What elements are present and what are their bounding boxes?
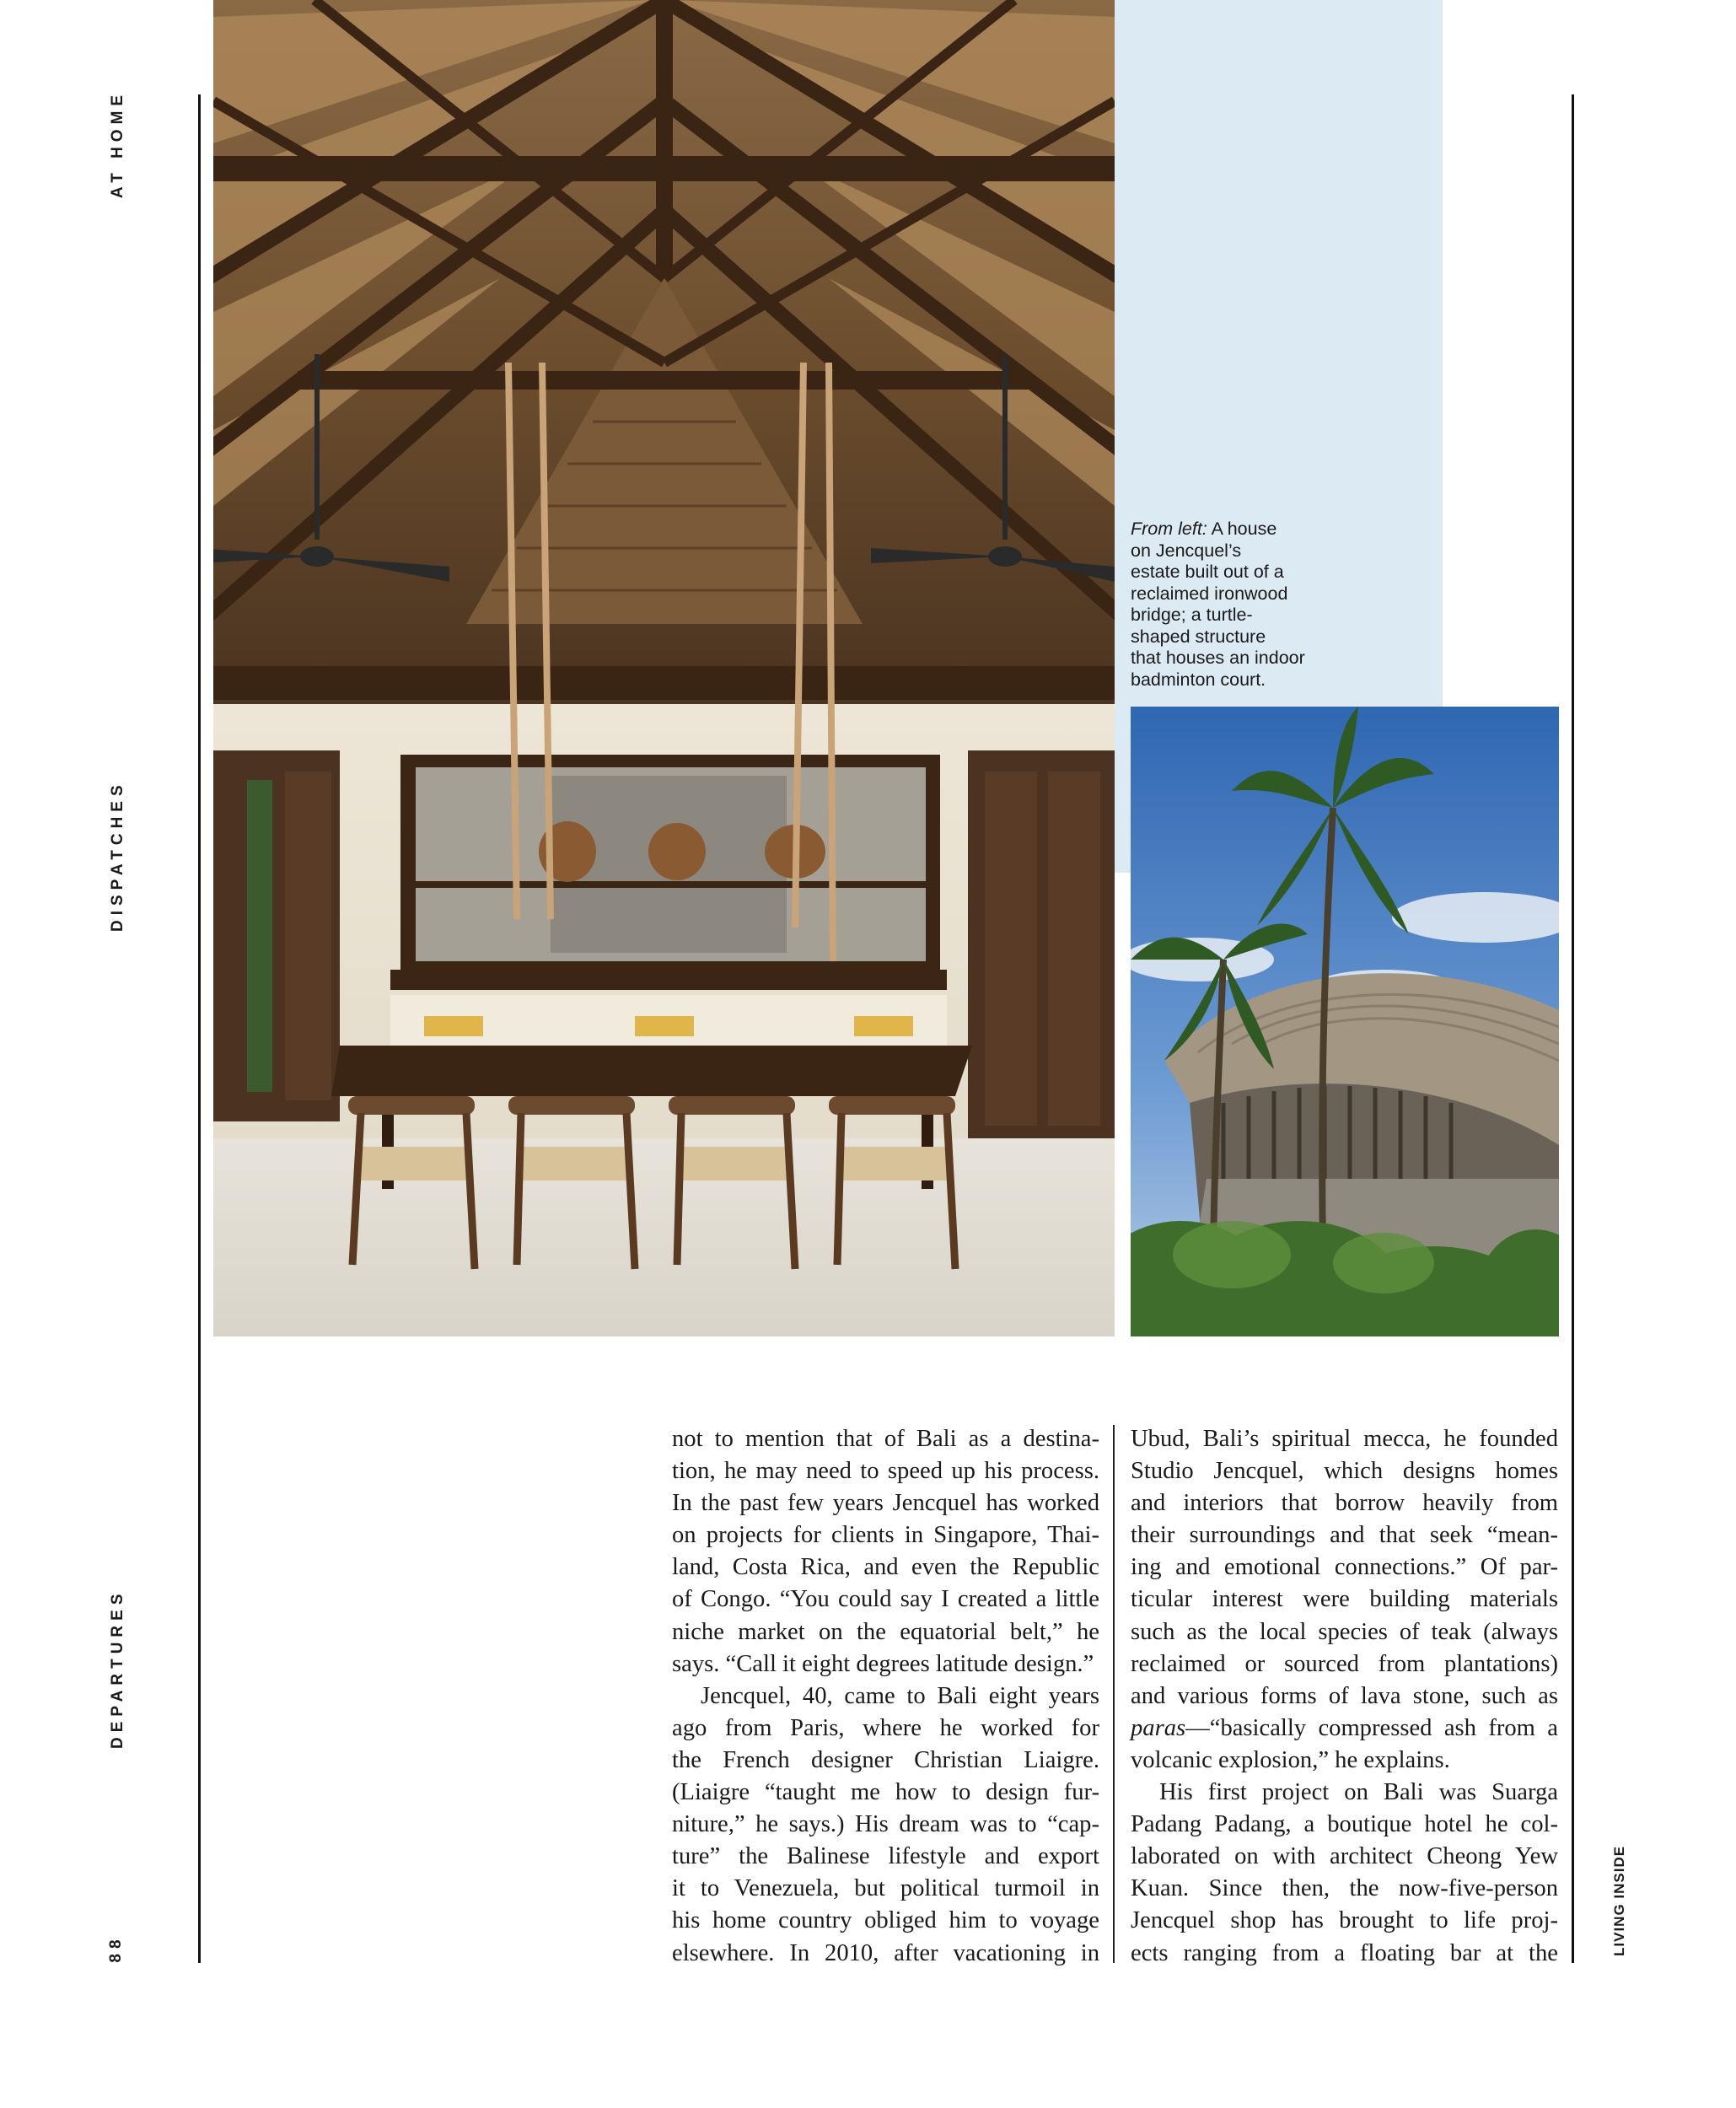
caption-line: shaped structure <box>1131 626 1266 647</box>
text-line: not to mention that of Bali as a destina- <box>672 1426 1099 1452</box>
turtle-structure-photo <box>1131 707 1559 1336</box>
caption-line: estate built out of a <box>1131 562 1284 582</box>
text-line: reclaimed or sourced from plantations) <box>1131 1650 1558 1677</box>
text-line: says. “Call it eight degrees latitude design.” <box>672 1650 1094 1677</box>
paragraph <box>1131 1423 1558 1777</box>
text-line: and interiors that borrow heavily from <box>1131 1490 1558 1517</box>
text-line: it to Venezuela, but political turmoil in <box>672 1875 1099 1902</box>
text-line: on projects for clients in Singapore, Thai- <box>672 1522 1099 1549</box>
text-line <box>1131 1713 1558 1745</box>
caption-lead: From left: <box>1131 519 1207 539</box>
paragraph <box>672 1680 1099 1970</box>
text-line: tion, he may need to speed up his process. <box>672 1458 1099 1485</box>
article-column-1 <box>672 1423 1099 1970</box>
text-line: elsewhere. In 2010, after vacationing in <box>672 1939 1099 1966</box>
caption-line: badminton court. <box>1131 669 1266 690</box>
text-line: (Liaigre “taught me how to design fur- <box>672 1779 1099 1806</box>
text-line: Jencquel, 40, came to Bali eight years <box>701 1682 1099 1709</box>
text-line: their surroundings and that seek “mean- <box>1131 1522 1558 1549</box>
dining-room-photo <box>213 0 1115 1336</box>
text-line: Kuan. Since then, the now-five-person <box>1131 1875 1558 1902</box>
text-line: niture,” he says.) His dream was to “cap- <box>672 1811 1099 1838</box>
caption-line: A house <box>1207 519 1277 539</box>
right-margin-rule <box>1572 94 1574 1963</box>
caption-line: that houses an indoor <box>1131 648 1305 668</box>
section-label-at-home: AT HOME <box>109 89 126 199</box>
text-line: ticular interest were building materials <box>1131 1586 1558 1613</box>
text-fragment: —“basically compressed ash from a <box>1185 1714 1558 1741</box>
text-line: His first project on Bali was Suarga <box>1159 1779 1558 1806</box>
italic-term: paras <box>1131 1714 1186 1741</box>
caption-line: bridge; a turtle- <box>1131 605 1253 625</box>
photo-caption <box>1131 519 1333 691</box>
text-line: Padang Padang, a boutique hotel he col- <box>1131 1811 1558 1838</box>
text-line: land, Costa Rica, and even the Republic <box>672 1554 1099 1581</box>
text-line: of Congo. “You could say I created a little <box>672 1586 1099 1613</box>
text-line: Ubud, Bali’s spiritual mecca, he founded <box>1131 1426 1558 1452</box>
caption-line: reclaimed ironwood <box>1131 583 1288 604</box>
text-line: laborated on with architect Cheong Yew <box>1131 1843 1558 1870</box>
section-label-dispatches: DISPATCHES <box>109 780 126 932</box>
text-line: his home country obliged him to voyage <box>672 1907 1099 1934</box>
text-line: and various forms of lava stone, such as <box>1131 1682 1558 1709</box>
page-number: 88 <box>107 1934 125 1963</box>
text-line: the French designer Christian Liaigre. <box>672 1746 1099 1773</box>
column-divider <box>1113 1425 1115 1963</box>
left-margin-rule <box>198 94 201 1963</box>
paragraph <box>672 1423 1099 1680</box>
magazine-name: DEPARTURES <box>109 1589 126 1749</box>
caption-line: on Jencquel’s <box>1131 540 1242 561</box>
article-column-2 <box>1131 1423 1558 1970</box>
text-line: volcanic explosion,” he explains. <box>1131 1746 1450 1773</box>
text-line: ture” the Balinese lifestyle and export <box>672 1843 1099 1870</box>
text-line: ing and emotional connections.” Of par- <box>1131 1554 1558 1581</box>
text-line: Jencquel shop has brought to life proj- <box>1131 1907 1558 1934</box>
text-line: niche market on the equatorial belt,” he <box>672 1618 1099 1645</box>
text-line: In the past few years Jencquel has worked <box>672 1490 1099 1517</box>
text-line: Studio Jencquel, which designs homes <box>1131 1458 1558 1485</box>
text-line: ects ranging from a floating bar at the <box>1131 1939 1558 1966</box>
paragraph <box>1131 1777 1558 1970</box>
text-line: such as the local species of teak (always <box>1131 1618 1558 1645</box>
section-label-living-inside: LIVING INSIDE <box>1611 1845 1627 1956</box>
text-line: ago from Paris, where he worked for <box>672 1714 1099 1741</box>
